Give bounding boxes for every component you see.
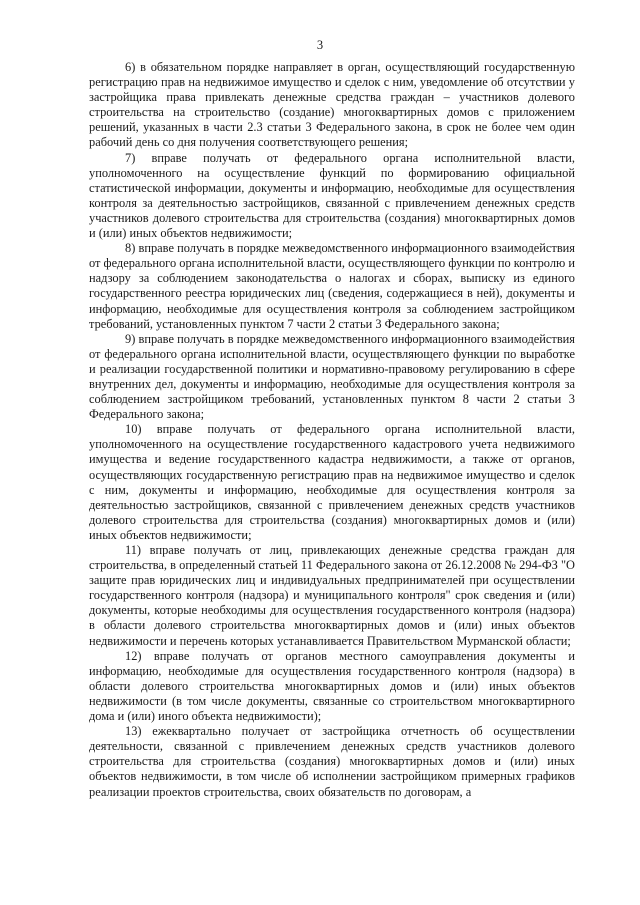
paragraph-item-8: 8) вправе получать в порядке межведомственного информационного взаимодействия от федерального органа исполнительной власти, осуществляющего функции по контролю и надзору за соблюдением законодательства о налогах и сборах, выписку из единого государственного реестра юридических лиц (сведения, содержащиеся в ней), документы и информацию, необходимые для осуществления контроля за соблюдением застройщиком требований, установленных пунктом 7 части 2 статьи 3 Федерального закона; [89,241,575,331]
paragraph-item-7: 7) вправе получать от федерального органа исполнительной власти, уполномоченного на осуществление функций по формированию официальной статистической информации, документы и информацию, необходимые для осуществления контроля за деятельностью застройщиков, связанной с привлечением денежных средств участников долевого строительства для строительства (создания) многоквартирных домов и (или) иных объектов недвижимости; [89,150,575,241]
paragraph-item-10: 10) вправе получать от федерального органа исполнительной власти, уполномоченного на осуществление государственного кадастрового учета недвижимого имущества и ведение государственного кадастра недвижимости, а также от органов, осуществляющих государственную регистрацию прав на недвижимое имущество и сделок с ним, документы и информацию, необходимые для осуществления контроля за деятельностью застройщиков, связанной с привлечением денежных средств участников долевого строительства для строительства (создания) многоквартирных домов и (или) иных объектов недвижимости; [89,422,575,542]
document-body [89,60,575,800]
paragraph-item-6: 6) в обязательном порядке направляет в орган, осуществляющий государственную регистрацию прав на недвижимое имущество и сделок с ним, уведомление об отсутствии у застройщика права привлекать денежные средства граждан – участников долевого строительства на строительство (создание) многоквартирных домов с приложением решений, указанных в части 2.3 статьи 3 Федерального закона, в срок не более чем один рабочий день со дня получения соответствующего решения; [89,60,575,150]
paragraph-item-9: 9) вправе получать в порядке межведомственного информационного взаимодействия от федерального органа исполнительной власти, осуществляющего функции по выработке и реализации государственной политики и нормативно-правовому регулированию в сфере внутренних дел, документы и информацию, необходимые для осуществления контроля за соблюдением застройщиком требований, установленных пунктом 8 части 2 статьи 3 Федерального закона; [89,331,575,422]
paragraph-item-13: 13) ежеквартально получает от застройщика отчетность об осуществлении деятельности, связанной с привлечением денежных средств участников долевого строительства для строительства (создания) многоквартирных домов и (или) иных объектов недвижимости, в том числе об исполнении застройщиком примерных графиков реализации проектов строительства, своих обязательств по договорам, а [89,724,575,799]
page-number: 3 [316,38,324,52]
paragraph-item-12: 12) вправе получать от органов местного самоуправления документы и информацию, необходимые для осуществления государственного контроля (надзора) в области долевого строительства многоквартирных домов и (или) иных объектов недвижимости (в том числе документы, связанные со строительством многоквартирного дома и (или) иного объекта недвижимости); [89,648,575,724]
paragraph-item-11: 11) вправе получать от лиц, привлекающих денежные средства граждан для строительства, в определенный статьей 11 Федерального закона от 26.12.2008 № 294-ФЗ "О защите прав юридических лиц и индивидуальных предпринимателей при осуществлении государственного контроля (надзора) и муниципального контроля" срок сведения и (или) документы, которые необходимы для осуществления государственного контроля (надзора) в области долевого строительства многоквартирных домов и (или) иных объектов недвижимости и перечень которых устанавливается Правительством Мурманской области; [89,543,575,648]
